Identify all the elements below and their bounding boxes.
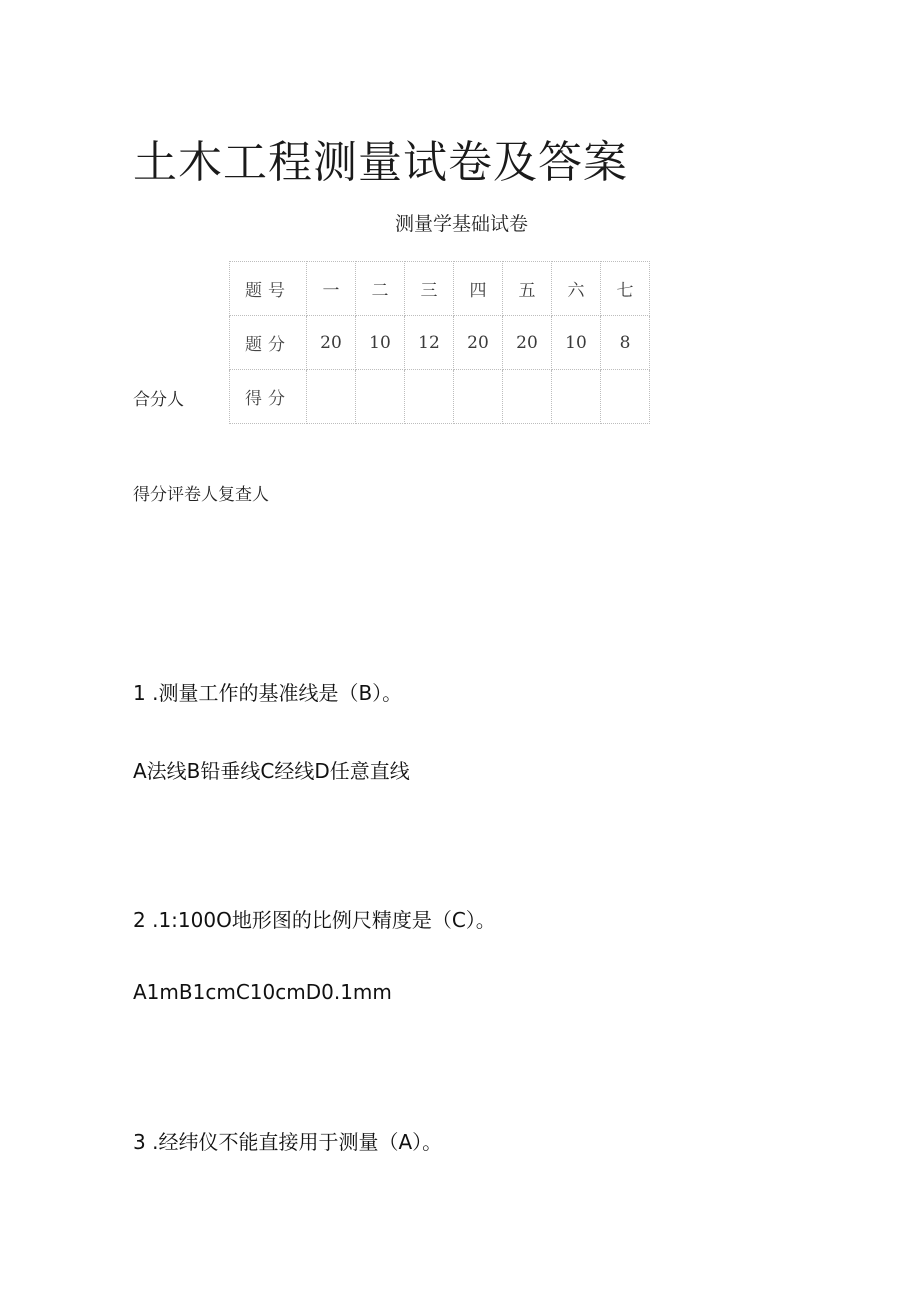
question-3-stem: 3 .经纬仪不能直接用于测量（A）。 (133, 1130, 443, 1154)
question-number-cell: 七 (601, 262, 650, 316)
points-cell: 12 (405, 316, 454, 370)
points-cell: 20 (454, 316, 503, 370)
question-1-options: A法线B铅垂线C经线D任意直线 (133, 759, 410, 783)
points-cell: 20 (307, 316, 356, 370)
score-table (229, 261, 650, 424)
question-1-stem: 1 .测量工作的基准线是（B）。 (133, 681, 403, 705)
score-entry-cell[interactable] (454, 370, 503, 424)
exam-title: 测量学基础试卷 (395, 213, 529, 235)
points-cell: 20 (503, 316, 552, 370)
document-title: 土木工程测量试卷及答案 (133, 137, 628, 188)
score-entry-cell[interactable] (601, 370, 650, 424)
table-row (230, 262, 650, 316)
table-row (230, 370, 650, 424)
question-2-options: A1mB1cmC10cmD0.1mm (133, 980, 392, 1004)
points-cell: 8 (601, 316, 650, 370)
question-number-cell: 一 (307, 262, 356, 316)
question-number-cell: 四 (454, 262, 503, 316)
score-entry-cell[interactable] (307, 370, 356, 424)
score-entry-cell[interactable] (356, 370, 405, 424)
question-2-stem: 2 .1:100O地形图的比例尺精度是（C）。 (133, 908, 496, 932)
table-row-label: 题分 (230, 316, 307, 370)
table-row-label: 题号 (230, 262, 307, 316)
score-entry-cell[interactable] (552, 370, 601, 424)
points-cell: 10 (356, 316, 405, 370)
question-number-cell: 六 (552, 262, 601, 316)
points-cell: 10 (552, 316, 601, 370)
question-number-cell: 五 (503, 262, 552, 316)
question-number-cell: 三 (405, 262, 454, 316)
total-scorer-label: 合分人 (133, 390, 184, 410)
score-entry-cell[interactable] (405, 370, 454, 424)
score-entry-cell[interactable] (503, 370, 552, 424)
grader-label: 得分评卷人复查人 (133, 485, 269, 505)
table-row (230, 316, 650, 370)
table-row-label: 得分 (230, 370, 307, 424)
question-number-cell: 二 (356, 262, 405, 316)
